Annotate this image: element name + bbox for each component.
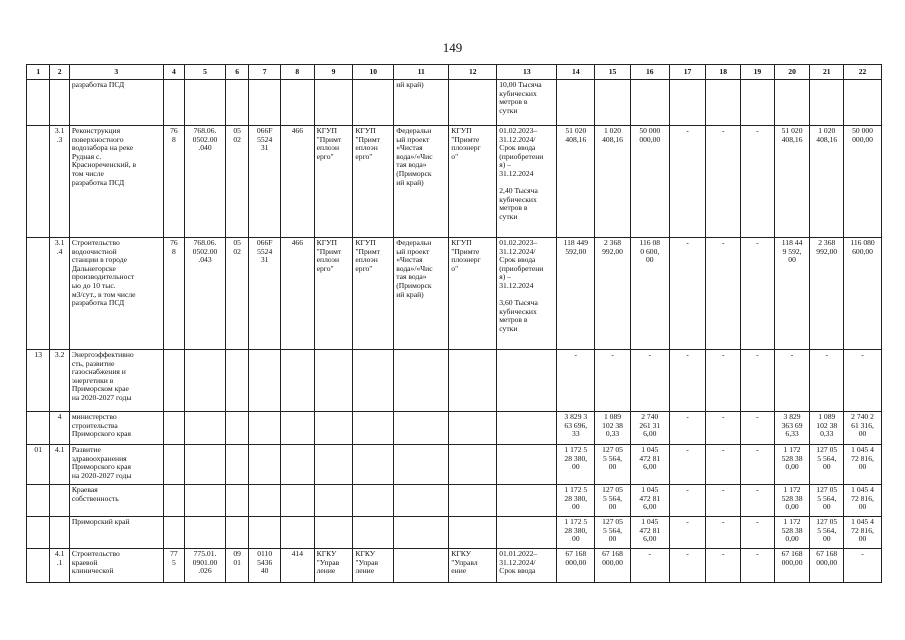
table-cell bbox=[497, 412, 557, 445]
table-cell: 1 045 472 81 6,00 bbox=[630, 485, 669, 517]
table-cell: - bbox=[557, 350, 595, 412]
table-cell bbox=[249, 412, 281, 445]
table-cell: - bbox=[741, 517, 775, 549]
table-row bbox=[27, 445, 882, 485]
page-number: 149 bbox=[442, 40, 463, 55]
table-cell bbox=[706, 80, 741, 126]
table-cell bbox=[225, 445, 248, 485]
table-cell: разработка ПСД bbox=[69, 80, 163, 126]
table-cell: 118 449 592,00 bbox=[557, 238, 595, 350]
table-cell bbox=[394, 517, 449, 549]
table-cell: 3.1 .4 bbox=[50, 238, 69, 350]
table-cell: 76 8 bbox=[163, 238, 184, 350]
table-cell bbox=[353, 80, 394, 126]
table-cell: - bbox=[774, 350, 810, 412]
table-cell: 51 020 408,16 bbox=[774, 126, 810, 238]
table-cell: 127 05 5 564, 00 bbox=[595, 485, 631, 517]
table-cell bbox=[27, 238, 50, 350]
table-cell: - bbox=[741, 238, 775, 350]
table-cell: 3.1 .3 bbox=[50, 126, 69, 238]
table-cell bbox=[50, 80, 69, 126]
table-row bbox=[27, 126, 882, 238]
table-cell: - bbox=[706, 549, 741, 583]
header-cell: 11 bbox=[394, 65, 449, 80]
table-cell: 1 172 5 28 380, 00 bbox=[557, 517, 595, 549]
table-cell bbox=[249, 80, 281, 126]
table-cell: 01.02.2023– 31.12.2024/ Срок ввода (приобретени я) – 31.12.2024 2,40 Тысяча кубических метров в сутки bbox=[497, 126, 557, 238]
table-cell bbox=[280, 350, 314, 412]
table-cell bbox=[394, 412, 449, 445]
table-cell: - bbox=[741, 485, 775, 517]
table-cell: 4 bbox=[50, 412, 69, 445]
table-cell: 4.1 bbox=[50, 445, 69, 485]
table-cell bbox=[225, 517, 248, 549]
header-cell: 20 bbox=[774, 65, 810, 80]
table-cell: 116 080 600,00 bbox=[844, 238, 882, 350]
table-cell bbox=[394, 485, 449, 517]
header-cell: 6 bbox=[225, 65, 248, 80]
table-cell: 1 172 5 28 380, 00 bbox=[557, 485, 595, 517]
table-cell: - bbox=[669, 350, 706, 412]
table-cell: - bbox=[669, 445, 706, 485]
table-cell bbox=[314, 412, 353, 445]
header-cell: 3 bbox=[69, 65, 163, 80]
header-cell: 16 bbox=[630, 65, 669, 80]
table-cell: КГКУ "Управ ление bbox=[314, 549, 353, 583]
table-cell bbox=[449, 350, 497, 412]
table-cell: - bbox=[706, 126, 741, 238]
table-cell: - bbox=[669, 126, 706, 238]
table-cell: 2 368 992,00 bbox=[810, 238, 844, 350]
table-cell: 127 05 5 564, 00 bbox=[810, 485, 844, 517]
table-cell bbox=[449, 517, 497, 549]
table-cell: 67 168 000,00 bbox=[557, 549, 595, 583]
table-cell bbox=[163, 80, 184, 126]
table-cell bbox=[163, 485, 184, 517]
table-cell: 51 020 408,16 bbox=[557, 126, 595, 238]
table-row bbox=[27, 412, 882, 445]
table-cell bbox=[394, 549, 449, 583]
table-cell bbox=[314, 485, 353, 517]
table-row bbox=[27, 549, 882, 583]
table-cell: 1 045 472 81 6,00 bbox=[630, 445, 669, 485]
table-cell bbox=[185, 80, 226, 126]
table-cell bbox=[249, 517, 281, 549]
table-cell bbox=[449, 485, 497, 517]
table-cell: 1 172 528 38 0,00 bbox=[774, 485, 810, 517]
table-cell bbox=[497, 350, 557, 412]
table-cell bbox=[280, 80, 314, 126]
table-cell bbox=[249, 350, 281, 412]
table-cell bbox=[27, 412, 50, 445]
table-cell: - bbox=[630, 350, 669, 412]
table-cell bbox=[185, 445, 226, 485]
table-cell: КГКУ "Управ ление bbox=[353, 549, 394, 583]
table-cell: 127 05 5 564, 00 bbox=[595, 517, 631, 549]
table-cell: 127 05 5 564, 00 bbox=[595, 445, 631, 485]
table-cell: 116 08 0 600, 00 bbox=[630, 238, 669, 350]
header-cell: 15 bbox=[595, 65, 631, 80]
table-cell: - bbox=[630, 549, 669, 583]
table-cell: - bbox=[669, 412, 706, 445]
table-cell: КГУП "Примт еплоэн ерго" bbox=[314, 238, 353, 350]
table-cell: - bbox=[706, 517, 741, 549]
table-cell: 466 bbox=[280, 238, 314, 350]
table-row bbox=[27, 238, 882, 350]
table-cell bbox=[449, 412, 497, 445]
table-cell: 01.02.2023– 31.12.2024/ Срок ввода (приобретени я) – 31.12.2024 3,60 Тысяча кубических метров в сутки bbox=[497, 238, 557, 350]
table-cell: - bbox=[741, 549, 775, 583]
header-cell: 19 bbox=[741, 65, 775, 80]
table-cell: 1 172 5 28 380, 00 bbox=[557, 445, 595, 485]
table-cell: - bbox=[706, 238, 741, 350]
table-cell bbox=[27, 126, 50, 238]
table-cell bbox=[249, 485, 281, 517]
table-cell: ий край) bbox=[394, 80, 449, 126]
data-table bbox=[26, 64, 882, 583]
table-cell bbox=[774, 80, 810, 126]
header-cell: 12 bbox=[449, 65, 497, 80]
table-cell: 1 172 528 38 0,00 bbox=[774, 517, 810, 549]
table-cell bbox=[280, 485, 314, 517]
table-cell bbox=[280, 517, 314, 549]
table-cell: 13 bbox=[27, 350, 50, 412]
table-cell: - bbox=[741, 350, 775, 412]
header-cell: 17 bbox=[669, 65, 706, 80]
table-cell: Реконструкция поверхностного водозабора на реке Рудная с. Красноречeнский, в том числе разработка ПСД bbox=[69, 126, 163, 238]
table-cell bbox=[394, 445, 449, 485]
table-cell bbox=[50, 517, 69, 549]
table-cell bbox=[280, 445, 314, 485]
table-cell bbox=[595, 80, 631, 126]
table-cell: Федеральн ый проект «Чистая вода»/«Чис тая вода» (Приморск ий край) bbox=[394, 126, 449, 238]
table-cell: 01.01.2022– 31.12.2024/ Срок ввода bbox=[497, 549, 557, 583]
table-cell: 67 168 000,00 bbox=[774, 549, 810, 583]
table-cell: 67 168 000,00 bbox=[810, 549, 844, 583]
table-cell bbox=[497, 445, 557, 485]
table-cell: 0110 5436 40 bbox=[249, 549, 281, 583]
table-cell bbox=[163, 412, 184, 445]
table-cell: 2 740 261 31 6,00 bbox=[630, 412, 669, 445]
table-cell bbox=[630, 80, 669, 126]
table-cell: Краевая собственность bbox=[69, 485, 163, 517]
header-cell: 7 bbox=[249, 65, 281, 80]
table-cell: КГУП "Примт еплоэн ерго" bbox=[353, 126, 394, 238]
table-cell bbox=[185, 412, 226, 445]
table-cell: - bbox=[706, 445, 741, 485]
table-cell: - bbox=[741, 412, 775, 445]
table-cell: КГУП "Примт еплоэн ерго" bbox=[353, 238, 394, 350]
table-cell bbox=[185, 485, 226, 517]
table-cell: 1 045 4 72 816, 00 bbox=[844, 517, 882, 549]
table-cell: - bbox=[706, 412, 741, 445]
table-cell bbox=[163, 350, 184, 412]
table-cell: 77 5 bbox=[163, 549, 184, 583]
table-cell: 4.1 .1 bbox=[50, 549, 69, 583]
table-cell bbox=[314, 80, 353, 126]
table-row bbox=[27, 517, 882, 549]
table-cell bbox=[669, 80, 706, 126]
table-cell: 1 020 408,16 bbox=[810, 126, 844, 238]
table-cell bbox=[225, 80, 248, 126]
table-cell: Строительство водоочистной станции в городе Дальнегорске производительност ью до 10 тыс. м3/сут., в том числе разработка ПСД bbox=[69, 238, 163, 350]
table-cell bbox=[225, 350, 248, 412]
table-cell: - bbox=[595, 350, 631, 412]
table-cell: КГУП "Примт еплоэн ерго" bbox=[314, 126, 353, 238]
header-cell: 21 bbox=[810, 65, 844, 80]
table-cell bbox=[280, 412, 314, 445]
table-cell bbox=[394, 350, 449, 412]
header-cell: 13 bbox=[497, 65, 557, 80]
table-cell bbox=[497, 517, 557, 549]
header-cell: 4 bbox=[163, 65, 184, 80]
table-cell bbox=[353, 517, 394, 549]
table-cell: Развитие здравоохранения Приморского края на 2020-2027 годы bbox=[69, 445, 163, 485]
table-cell bbox=[353, 350, 394, 412]
table-cell bbox=[163, 445, 184, 485]
table-cell bbox=[449, 80, 497, 126]
table-cell bbox=[314, 517, 353, 549]
table-cell: 05 02 bbox=[225, 126, 248, 238]
table-cell: 466 bbox=[280, 126, 314, 238]
table-cell bbox=[50, 485, 69, 517]
table-cell: - bbox=[669, 485, 706, 517]
table-cell: 127 05 5 564, 00 bbox=[810, 517, 844, 549]
table-cell: - bbox=[669, 238, 706, 350]
table-cell bbox=[225, 485, 248, 517]
table-cell: Энергоэффективно сть, развитие газоснабжения и энергетики в Приморском крае на 2020-2027 годы bbox=[69, 350, 163, 412]
table-cell: 768.06. 0502.00 .040 bbox=[185, 126, 226, 238]
table-cell: 50 000 000,00 bbox=[630, 126, 669, 238]
table-cell bbox=[27, 485, 50, 517]
table-cell: 2 368 992,00 bbox=[595, 238, 631, 350]
table-cell: 3.2 bbox=[50, 350, 69, 412]
table-cell: 1 045 4 72 816, 00 bbox=[844, 485, 882, 517]
table-cell: 05 02 bbox=[225, 238, 248, 350]
table-cell bbox=[449, 445, 497, 485]
header-cell: 10 bbox=[353, 65, 394, 80]
header-cell: 5 bbox=[185, 65, 226, 80]
table-cell bbox=[741, 80, 775, 126]
table-cell bbox=[314, 350, 353, 412]
table-cell: 1 045 472 81 6,00 bbox=[630, 517, 669, 549]
header-cell: 14 bbox=[557, 65, 595, 80]
table-cell: - bbox=[669, 517, 706, 549]
table-cell: - bbox=[706, 350, 741, 412]
table-cell: - bbox=[844, 350, 882, 412]
table-cell bbox=[225, 412, 248, 445]
table-cell bbox=[353, 445, 394, 485]
header-cell: 22 bbox=[844, 65, 882, 80]
header-cell: 8 bbox=[280, 65, 314, 80]
table-cell: - bbox=[669, 549, 706, 583]
table-cell: 414 bbox=[280, 549, 314, 583]
header-cell: 1 bbox=[27, 65, 50, 80]
table-row bbox=[27, 80, 882, 126]
table-cell: - bbox=[706, 485, 741, 517]
table-cell: министерство строительства Приморского края bbox=[69, 412, 163, 445]
table-cell bbox=[27, 517, 50, 549]
table-row bbox=[27, 350, 882, 412]
table-cell: Приморский край bbox=[69, 517, 163, 549]
table-cell: - bbox=[844, 549, 882, 583]
table-cell bbox=[185, 350, 226, 412]
header-cell: 18 bbox=[706, 65, 741, 80]
table-cell: - bbox=[741, 445, 775, 485]
table-cell bbox=[497, 485, 557, 517]
table-cell: - bbox=[741, 126, 775, 238]
table-cell: 3 829 363 69 6,33 bbox=[774, 412, 810, 445]
table-cell bbox=[27, 80, 50, 126]
table-cell bbox=[163, 517, 184, 549]
table-cell: 1 020 408,16 bbox=[595, 126, 631, 238]
table-cell: 118 44 9 592, 00 bbox=[774, 238, 810, 350]
table-cell: 01 bbox=[27, 445, 50, 485]
table-cell: 1 089 102 38 0,33 bbox=[595, 412, 631, 445]
table-cell: Строительство краевой клинической bbox=[69, 549, 163, 583]
table-cell bbox=[353, 485, 394, 517]
table-cell bbox=[810, 80, 844, 126]
header-cell: 9 bbox=[314, 65, 353, 80]
table-cell: 066F 5524 31 bbox=[249, 126, 281, 238]
header-cell: 2 bbox=[50, 65, 69, 80]
table-cell: 50 000 000,00 bbox=[844, 126, 882, 238]
table-cell: 1 089 102 38 0,33 bbox=[810, 412, 844, 445]
table-cell: 67 168 000,00 bbox=[595, 549, 631, 583]
table-row bbox=[27, 485, 882, 517]
table-cell: 76 8 bbox=[163, 126, 184, 238]
table-cell bbox=[27, 549, 50, 583]
table-cell bbox=[353, 412, 394, 445]
table-cell: 775.01. 0901.00 .026 bbox=[185, 549, 226, 583]
table-cell: 3 829 3 63 696, 33 bbox=[557, 412, 595, 445]
table-cell: 09 01 bbox=[225, 549, 248, 583]
table-cell bbox=[844, 80, 882, 126]
table-cell: КГКУ "Управл ение bbox=[449, 549, 497, 583]
header-row bbox=[27, 65, 882, 80]
table-cell: КГУП "Примте плоэнерг о" bbox=[449, 126, 497, 238]
table-cell: 1 045 4 72 816, 00 bbox=[844, 445, 882, 485]
table-cell: 127 05 5 564, 00 bbox=[810, 445, 844, 485]
table-cell bbox=[314, 445, 353, 485]
table-cell bbox=[249, 445, 281, 485]
table-cell: 1 172 528 38 0,00 bbox=[774, 445, 810, 485]
table-cell: - bbox=[810, 350, 844, 412]
table-cell: 2 740 2 61 316, 00 bbox=[844, 412, 882, 445]
table-cell: 066F 5524 31 bbox=[249, 238, 281, 350]
table-cell bbox=[185, 517, 226, 549]
table-cell bbox=[557, 80, 595, 126]
table-cell: 10,00 Тысяча кубических метров в сутки bbox=[497, 80, 557, 126]
table-cell: 768.06. 0502.00 .043 bbox=[185, 238, 226, 350]
table-cell: КГУП "Примте плоэнерг о" bbox=[449, 238, 497, 350]
table-cell: Федеральн ый проект «Чистая вода»/«Чис тая вода» (Приморск ий край) bbox=[394, 238, 449, 350]
